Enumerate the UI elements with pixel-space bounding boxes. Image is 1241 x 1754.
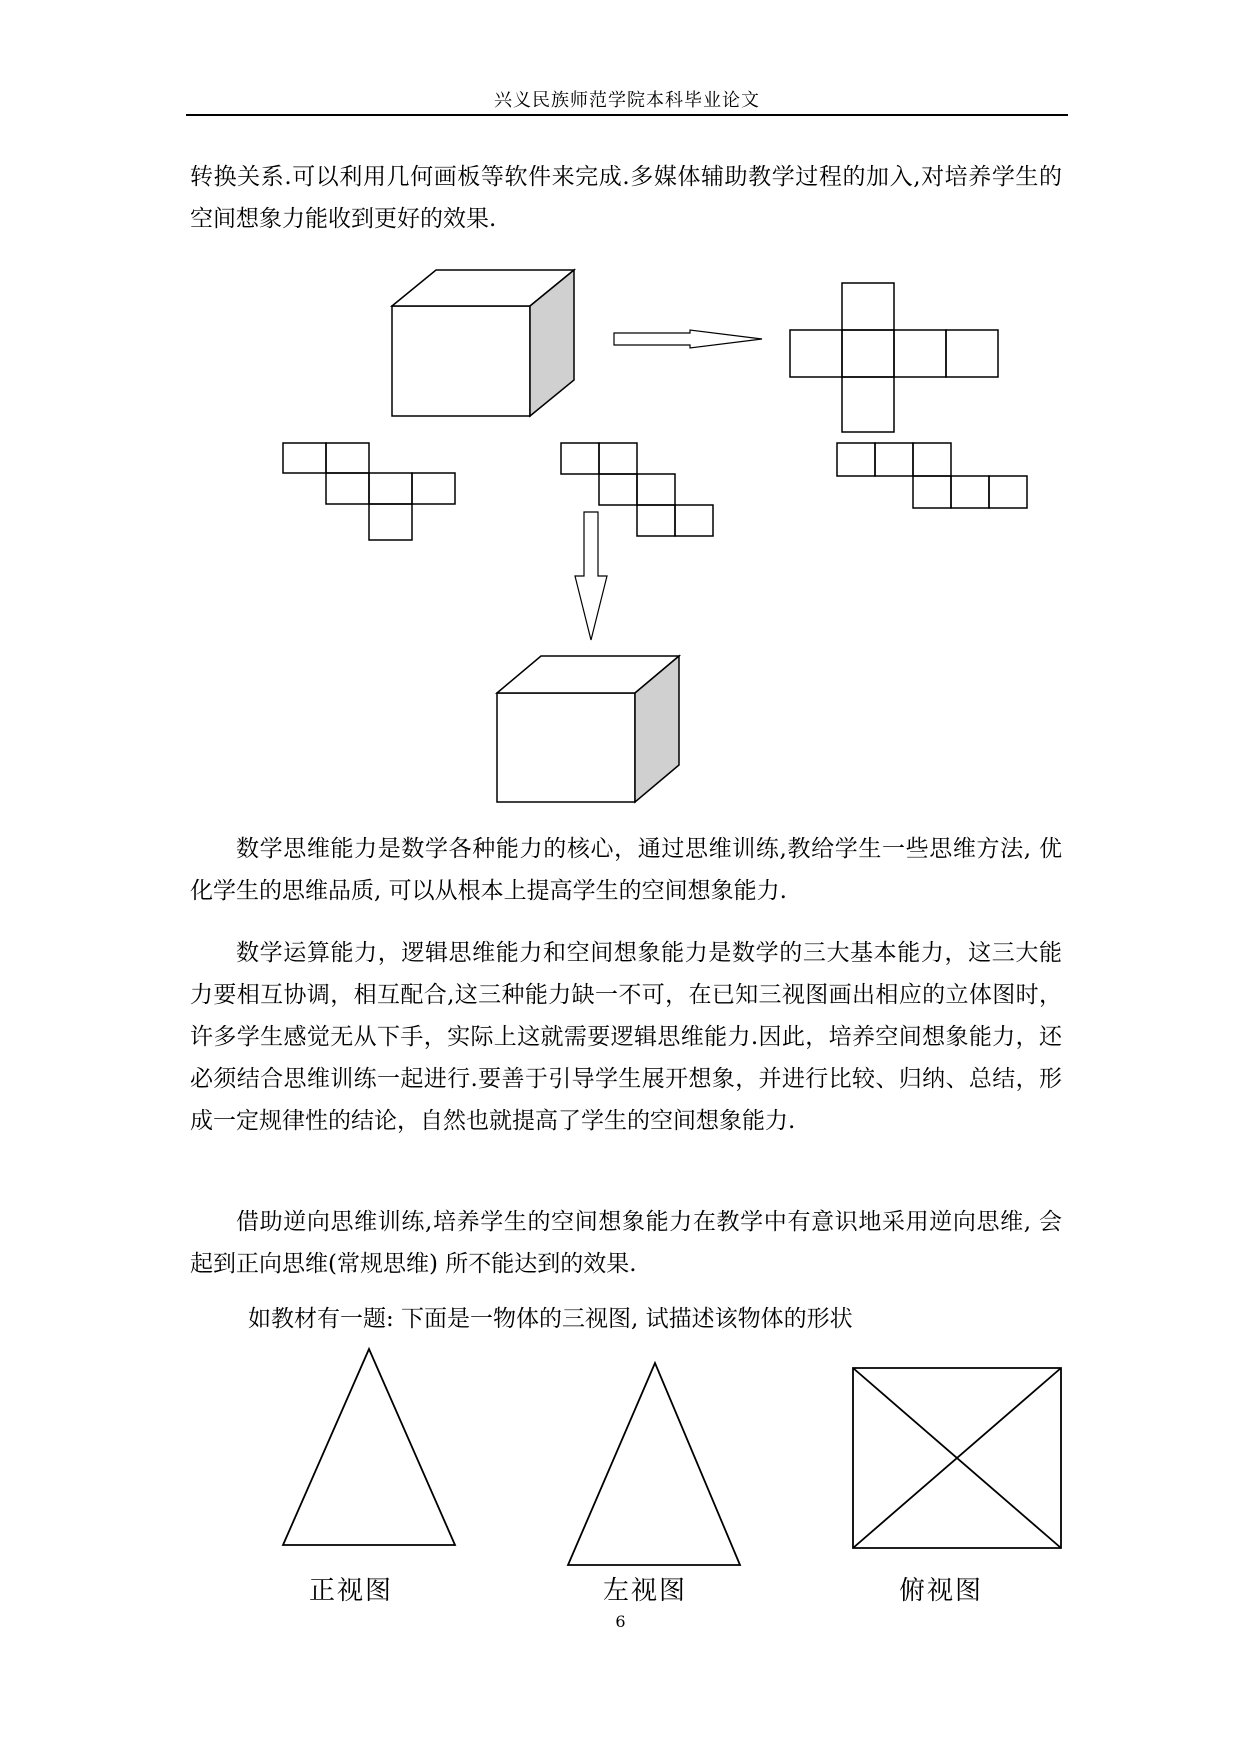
top-view-label: 俯视图 — [899, 1576, 984, 1606]
page-header: 兴义民族师范学院本科毕业论文 — [494, 90, 760, 111]
paragraph-three-abilities: 数学运算能力，逻辑思维能力和空间想象能力是数学的三大基本能力，这三大能力要相互协调，相互配合,这三种能力缺一不可，在已知三视图画出相应的立体图时，许多学生感觉无从下手，实际上这就需要逻辑思维能力.因此，培养空间想象能力，还必须结合思维训练一起进行.要善于引导学生展开想象，并进行比较、归纳、总结，形成一定规律性的结论，自然也就提高了学生的空间想象能力. — [190, 940, 1062, 1134]
left-view-triangle — [568, 1363, 740, 1565]
front-view-label: 正视图 — [309, 1576, 394, 1606]
front-view-triangle — [283, 1349, 455, 1545]
paragraph-reverse-thinking: 借助逆向思维训练,培养学生的空间想象能力在教学中有意识地采用逆向思维, 会起到正向思维(常规思维) 所不能达到的效果. — [190, 1209, 1062, 1277]
paragraph-exercise: 如教材有一题: 下面是一物体的三视图, 试描述该物体的形状 — [248, 1306, 853, 1332]
top-view-square — [853, 1368, 1061, 1548]
left-view-label: 左视图 — [603, 1576, 688, 1606]
page-number: 6 — [615, 1612, 626, 1631]
paragraph-intro: 转换关系.可以利用几何画板等软件来完成.多媒体辅助教学过程的加入,对培养学生的空间想象力能收到更好的效果. — [190, 164, 1062, 232]
paragraph-thinking: 数学思维能力是数学各种能力的核心，通过思维训练,教给学生一些思维方法, 优化学生的思维品质, 可以从根本上提高学生的空间想象能力. — [190, 836, 1062, 904]
